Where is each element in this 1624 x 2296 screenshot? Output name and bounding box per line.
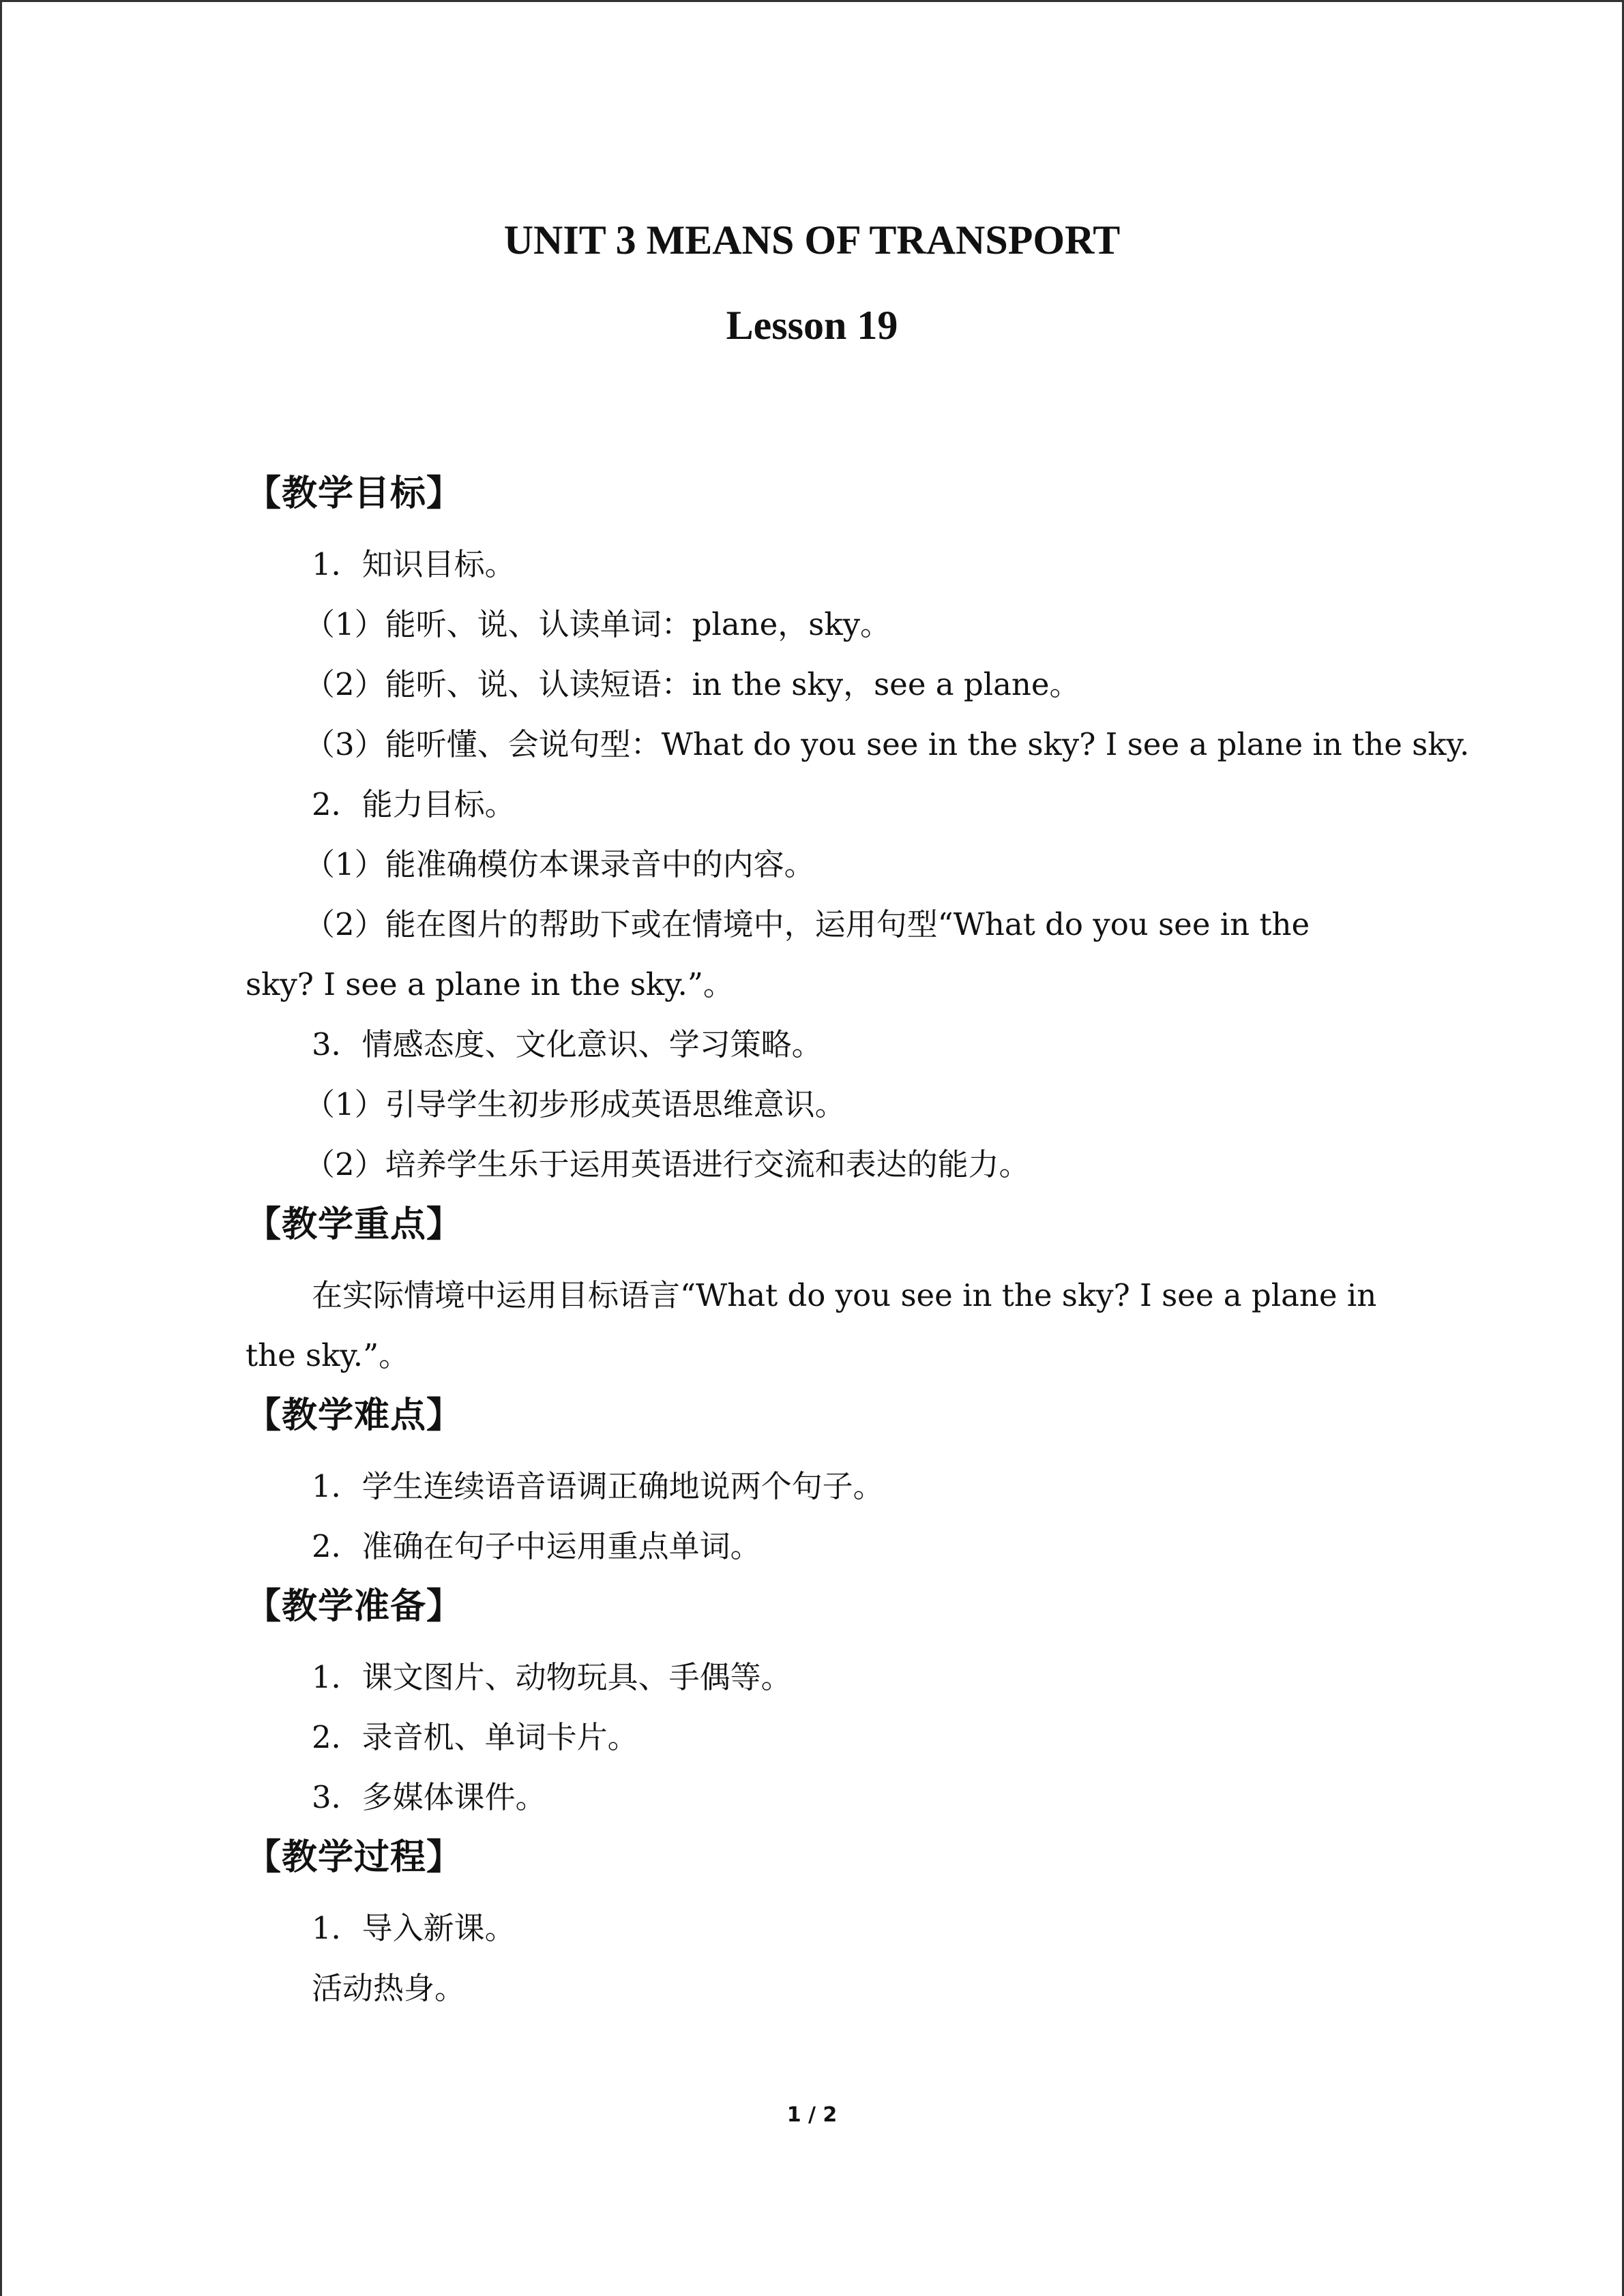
preparation-line: 2．录音机、单词卡片。 [312, 1719, 638, 1755]
lesson-subtitle: Lesson 19 [726, 303, 898, 348]
document-body [246, 464, 1470, 2018]
document-title: UNIT 3 MEANS OF TRANSPORT [503, 218, 1121, 263]
section-heading-preparation: 【教学准备】 [246, 1585, 463, 1627]
process-line: 1．导入新课。 [312, 1910, 516, 1946]
section-heading-key-points: 【教学重点】 [246, 1204, 463, 1245]
goal-line: 2．能力目标。 [312, 786, 516, 822]
section-heading-goals: 【教学目标】 [246, 473, 463, 514]
section-heading-process: 【教学过程】 [246, 1836, 463, 1878]
page-number: 1 / 2 [786, 2103, 838, 2127]
goal-line: （2）能在图片的帮助下或在情境中，运用句型“What do you see in the sky? I see a plane in the sky.”。 [246, 906, 1310, 1002]
section-heading-difficulties: 【教学难点】 [246, 1395, 463, 1436]
goal-line: （3）能听懂、会说句型：What do you see in the sky? I see a plane in the sky. [304, 726, 1470, 762]
key-point-line: 在实际情境中运用目标语言“What do you see in the sky? I see a plane in the sky.”。 [246, 1277, 1377, 1373]
preparation-line: 1．课文图片、动物玩具、手偶等。 [312, 1659, 792, 1695]
preparation-line: 3．多媒体课件。 [312, 1779, 546, 1815]
difficulty-line: 1．学生连续语音语调正确地说两个句子。 [312, 1468, 884, 1504]
process-line: 活动热身。 [312, 1970, 466, 2006]
goal-line: 3．情感态度、文化意识、学习策略。 [312, 1026, 823, 1062]
goal-line: （2）培养学生乐于运用英语进行交流和表达的能力。 [304, 1146, 1030, 1182]
goal-line: （1）引导学生初步形成英语思维意识。 [304, 1086, 846, 1122]
goal-line: （1）能准确模仿本课录音中的内容。 [304, 846, 815, 882]
goal-line: 1．知识目标。 [312, 546, 516, 582]
difficulty-line: 2．准确在句子中运用重点单词。 [312, 1528, 761, 1564]
goal-line: （2）能听、说、认读短语：in the sky，see a plane。 [304, 666, 1080, 702]
goal-line: （1）能听、说、认读单词：plane，sky。 [304, 606, 891, 642]
